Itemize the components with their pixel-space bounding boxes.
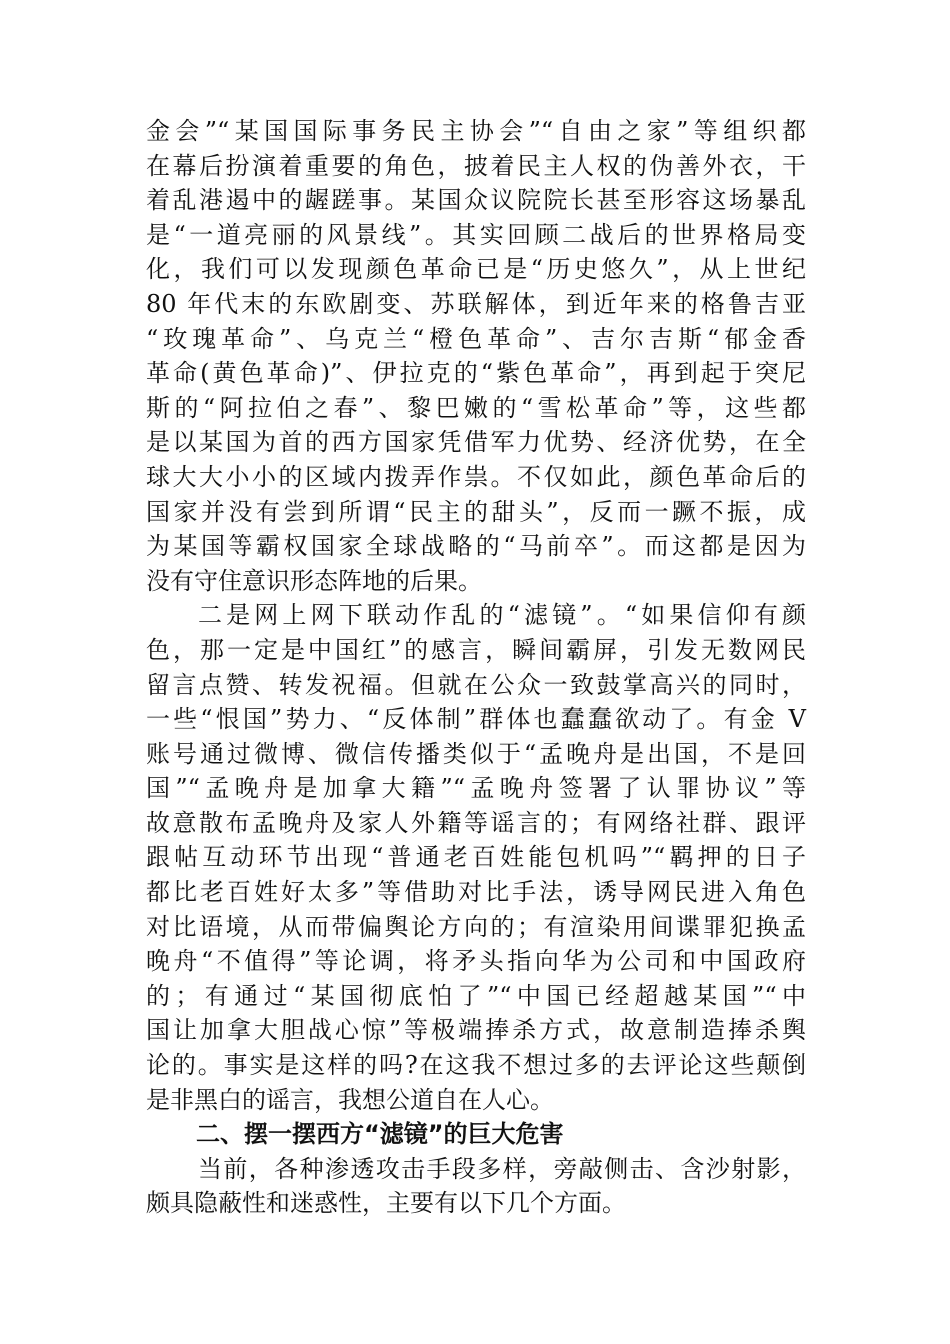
text-line: “玫瑰革命”、乌克兰“橙色革命”、吉尔吉斯“郁金香: [146, 324, 806, 353]
text-line: 论的。事实是这样的吗?在这我不想过多的去评论这些颠倒: [146, 1051, 806, 1080]
text-line: 在幕后扮演着重要的角色，披着民主人权的伪善外衣，干: [146, 151, 806, 180]
paragraph-start-line: 二是网上网下联动作乱的“滤镜”。“如果信仰有颜: [198, 601, 806, 630]
text-line: 颇具隐蔽性和迷惑性，主要有以下几个方面。: [146, 1189, 626, 1218]
document-body: [146, 114, 806, 1221]
text-line: 对比语境，从而带偏舆论方向的；有渲染用间谍罪犯换孟: [146, 912, 806, 941]
text-line: 斯的“阿拉伯之春”、黎巴嫩的“雪松革命”等，这些都: [146, 393, 806, 422]
section-heading: 二、摆一摆西方“滤镜”的巨大危害: [196, 1120, 564, 1149]
text-line: 都比老百姓好太多”等借助对比手法，诱导网民进入角色: [146, 878, 806, 907]
text-line: 是以某国为首的西方国家凭借军力优势、经济优势，在全: [146, 428, 806, 457]
text-line: 留言点赞、转发祝福。但就在公众一致鼓掌高兴的同时，: [146, 670, 806, 699]
text-line: 球大大小小的区域内拨弄作祟。不仅如此，颜色革命后的: [146, 462, 806, 491]
text-line: 故意散布孟晚舟及家人外籍等谣言的；有网络社群、跟评: [146, 808, 806, 837]
text-line: 色，那一定是中国红”的感言，瞬间霸屏，引发无数网民: [146, 635, 806, 664]
text-line: 晚舟“不值得”等论调，将矛头指向华为公司和中国政府: [146, 947, 806, 976]
text-line: 的；有通过“某国彻底怕了”“中国已经超越某国”“中: [146, 981, 806, 1010]
text-line: 化，我们可以发现颜色革命已是“历史悠久”，从上世纪: [146, 255, 806, 284]
text-line: 是“一道亮丽的风景线”。其实回顾二战后的世界格局变: [146, 220, 806, 249]
text-line: 革命(黄色革命)”、伊拉克的“紫色革命”，再到起于突尼: [146, 359, 806, 388]
text-line: 为某国等霸权国家全球战略的“马前卒”。而这都是因为: [146, 532, 806, 561]
text-line: 国”“孟晚舟是加拿大籍”“孟晚舟签署了认罪协议”等: [146, 774, 806, 803]
text-line: 国家并没有尝到所谓“民主的甜头”，反而一蹶不振，成: [146, 497, 806, 526]
text-line: 是非黑白的谣言，我想公道自在人心。: [146, 1085, 554, 1114]
paragraph-start-line: 当前，各种渗透攻击手段多样，旁敲侧击、含沙射影，: [198, 1154, 806, 1183]
text-line: 着乱港遏中的龌蹉事。某国众议院院长甚至形容这场暴乱: [146, 186, 806, 215]
text-line: 账号通过微博、微信传播类似于“孟晚舟是出国，不是回: [146, 739, 806, 768]
text-line: 国让加拿大胆战心惊”等极端捧杀方式，故意制造捧杀舆: [146, 1016, 806, 1045]
text-line: 没有守住意识形态阵地的后果。: [146, 566, 482, 595]
text-line: 80 年代末的东欧剧变、苏联解体，到近年来的格鲁吉亚: [146, 289, 806, 318]
text-line: 金会”“某国国际事务民主协会”“自由之家”等组织都: [146, 117, 806, 145]
text-line: 一些“恨国”势力、“反体制”群体也蠢蠢欲动了。有金 V: [146, 705, 806, 734]
text-line: 跟帖互动环节出现“普通老百姓能包机吗”“羁押的日子: [146, 843, 806, 872]
